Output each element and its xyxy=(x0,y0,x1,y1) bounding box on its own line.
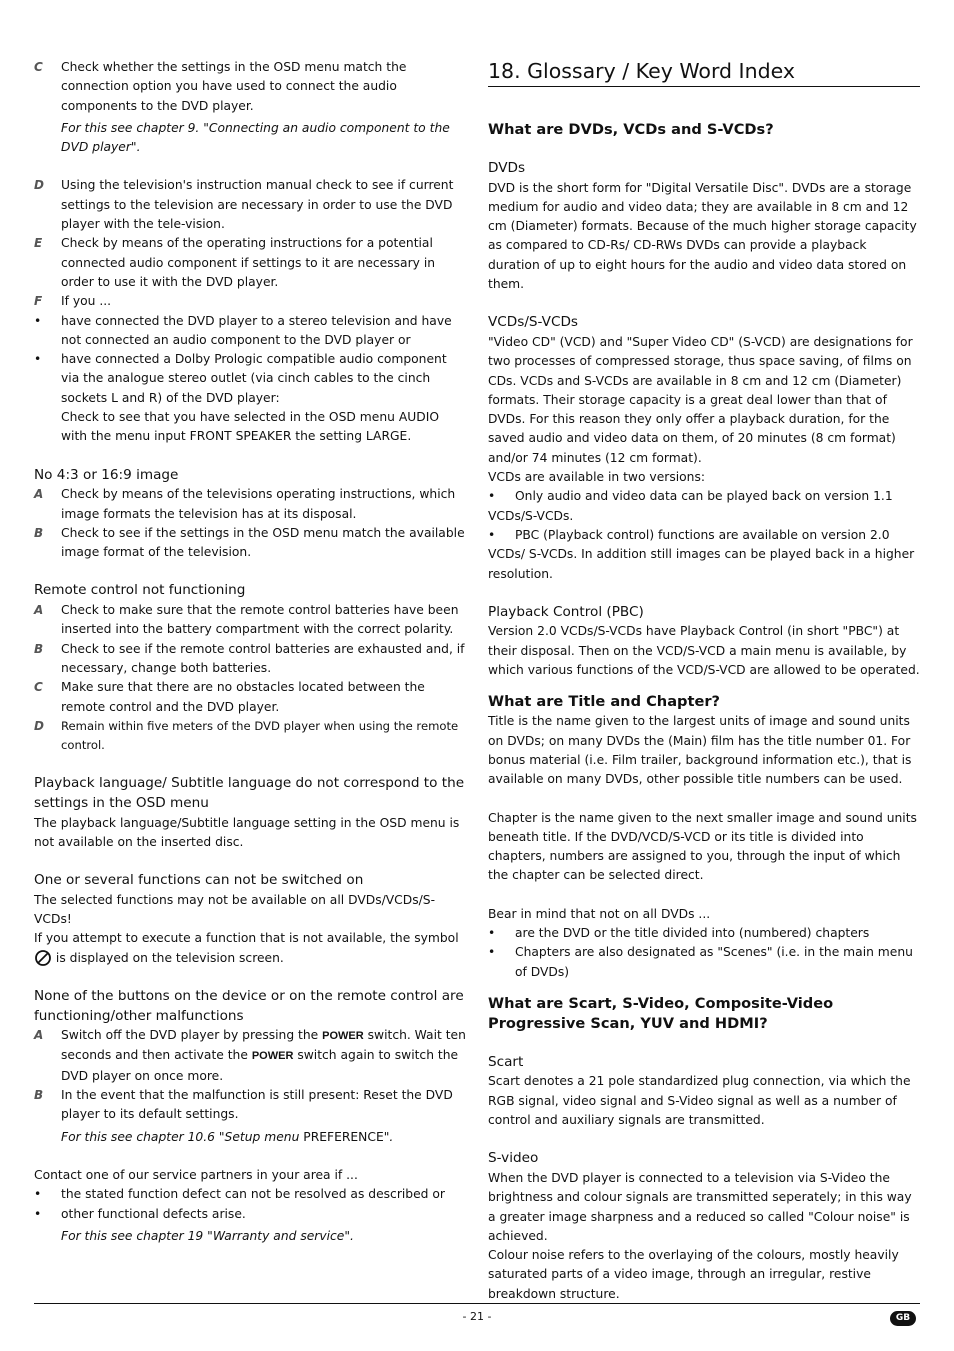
paragraph: If you attempt to execute a function that is not available, the symbol is displayed on the television screen. xyxy=(34,929,466,968)
section-heading: None of the buttons on the device or on the remote control are functioning/other malfunctions xyxy=(34,987,464,1024)
note: For this see chapter 9. "Connecting an audio component to the DVD player". xyxy=(61,120,450,155)
paragraph: Bear in mind that not on all DVDs ... xyxy=(488,906,711,921)
step-b: B Check to see if the settings in the OSD menu match the available image format of the television. xyxy=(34,525,465,560)
list-item: • have connected a Dolby Prologic compatible audio component via the analogue stereo outlet (via cinch cables to the cinch sockets L and R) of the DVD player: xyxy=(34,352,447,405)
paragraph: Contact one of our service partners in your area if ... xyxy=(34,1167,358,1182)
check-text: Check to see that you have selected in the OSD menu AUDIO with the menu input FRONT SPEAKER the setting LARGE. xyxy=(61,410,440,444)
not-available-icon xyxy=(34,949,52,967)
step-f: F If you ... xyxy=(34,294,112,309)
paragraph: The selected functions may not be available on all DVDs/VCDs/S-VCDs! xyxy=(34,892,436,927)
list-item: • have connected the DVD player to a stereo television and have not connected an audio component to the DVD player or xyxy=(34,313,452,347)
page-title: 18. Glossary / Key Word Index xyxy=(488,58,920,87)
page-number: - 21 - xyxy=(462,1310,492,1323)
step-c: C Make sure that there are no obstacles located between the remote control and the DVD player. xyxy=(34,680,425,714)
section-heading: Playback language/ Subtitle language do not correspond to the settings in the OSD menu xyxy=(34,775,465,811)
list-item: • are the DVD or the title divided into (numbered) chapters xyxy=(488,925,870,940)
note: For this see chapter 19 "Warranty and service". xyxy=(61,1228,354,1243)
section-heading: No 4:3 or 16:9 image xyxy=(34,466,179,483)
paragraph: Chapter is the name given to the next smaller image and sound units beneath title. If the DVD/VCD/S-VCD or its title is divided into chapters, numbers are assigned to you, through the input of which the chapter can be selected direct. xyxy=(488,810,917,883)
step-c: C Check whether the settings in the OSD menu match the connection option you have used to connect the audio components to the DVD player. xyxy=(34,60,407,113)
section-heading: What are Scart, S-Video, Composite-Video Progressive Scan, YUV and HDMI? xyxy=(488,994,834,1032)
list-item: • PBC (Playback control) functions are available on version 2.0 VCDs/ S-VCDs. In addition still images can be played back in a higher resolution. xyxy=(488,527,915,581)
section-heading: What are Title and Chapter? xyxy=(488,693,721,711)
subheading: VCDs/S-VCDs xyxy=(488,314,578,331)
paragraph: Title is the name given to the largest units of image and sound units on DVDs; on many DVDs the (Main) film has the title number 01. For bonus material (i.e. Film trailer, background information etc.), that is available on many DVDs, other possible title numbers can be used. xyxy=(488,714,912,787)
section-heading: Remote control not functioning xyxy=(34,582,246,599)
step-d: D Remain within five meters of the DVD player when using the remote control. xyxy=(34,718,459,753)
paragraph: DVD is the short form for "Digital Versatile Disc". DVDs are a storage medium for audio and video data; they are available in 8 cm and 12 cm (Diameter) formats. Because of the much higher storage capacity as compared to CD-Rs/ CD-RWs DVDs can provide a playback duration of up to eight hours for the audio and video data stored on them. xyxy=(488,180,917,292)
step-e: E Check by means of the operating instructions for a potential connected audio component if settings to it are necessary in order to use it with the DVD player. xyxy=(34,236,436,289)
paragraph: When the DVD player is connected to a television via S-Video the brightness and colour signals are transmitted seperately; in this way a greater image sharpness and a reduced so called "Colour noise" is achieved. xyxy=(488,1170,912,1243)
paragraph: Version 2.0 VCDs/S-VCDs have Playback Control (in short "PBC") at their disposal. Then on the VCD/S-VCD a main menu is available, by which various functions of the VCD/S-VCD are allowed to be operated. xyxy=(488,624,920,678)
paragraph: VCDs are available in two versions: xyxy=(488,470,706,485)
step-a: A Check by means of the televisions operating instructions, which image formats the television has at its disposal. xyxy=(34,487,456,521)
paragraph: The playback language/Subtitle language setting in the OSD menu is not available on the inserted disc. xyxy=(34,815,460,849)
step-b: B Check to see if the remote control batteries are exhausted and, if necessary, change both batteries. xyxy=(34,641,465,675)
right-column xyxy=(488,58,920,1304)
footer-divider xyxy=(34,1303,920,1304)
left-column xyxy=(34,58,466,1246)
list-item: • Chapters are also designated as "Scenes" (i.e. in the main menu of DVDs) xyxy=(488,945,913,979)
step-a: A Switch off the DVD player by pressing the POWER switch. Wait ten seconds and then activate the POWER switch again to switch the DVD player on once more. xyxy=(34,1028,466,1083)
step-b: B In the event that the malfunction is still present: Reset the DVD player to its default settings. xyxy=(34,1088,453,1122)
paragraph: Colour noise refers to the overlaying of the colours, mostly heavily saturated parts of a video image, through an irregular, restive breakdown structure. xyxy=(488,1248,899,1301)
subheading: S-video xyxy=(488,1150,539,1167)
step-d: D Using the television's instruction manual check to see if current settings to the television are necessary in order to use the DVD player with the tele-vision. xyxy=(34,178,454,232)
subheading: Playback Control (PBC) xyxy=(488,603,644,620)
language-badge: GB xyxy=(890,1311,916,1326)
paragraph: Scart denotes a 21 pole standardized plug connection, via which the RGB signal, video signal and S-Video signal as well as a number of control and auxiliary signals are transmitted. xyxy=(488,1074,911,1128)
paragraph: "Video CD" (VCD) and "Super Video CD" (S-VCD) are designations for two processes of compressed storage, thus space saving, of films on CDs. VCDs and S-VCDs are available in 8 cm and 12 cm (Diameter) formats. Their storage capacity is a great deal lower than that of DVDs. For this reason they only offer a playback duration, for the saved audio and video data on them, of 20 minutes (8 cm format) and/or 74 minutes (12 cm format). xyxy=(488,334,913,465)
list-item: • the stated function defect can not be resolved as described or xyxy=(34,1187,445,1202)
list-item: • other functional defects arise. xyxy=(34,1206,246,1221)
step-a: A Check to make sure that the remote control batteries have been inserted into the battery compartment with the correct polarity. xyxy=(34,603,459,637)
section-heading: One or several functions can not be switched on xyxy=(34,872,364,889)
subheading: Scart xyxy=(488,1053,524,1070)
note: For this see chapter 10.6 "Setup menu PREFERENCE". xyxy=(61,1129,394,1144)
subheading: DVDs xyxy=(488,160,526,176)
section-heading: What are DVDs, VCDs and S-VCDs? xyxy=(488,121,774,138)
list-item: • Only audio and video data can be played back on version 1.1 VCDs/S-VCDs. xyxy=(488,489,893,523)
